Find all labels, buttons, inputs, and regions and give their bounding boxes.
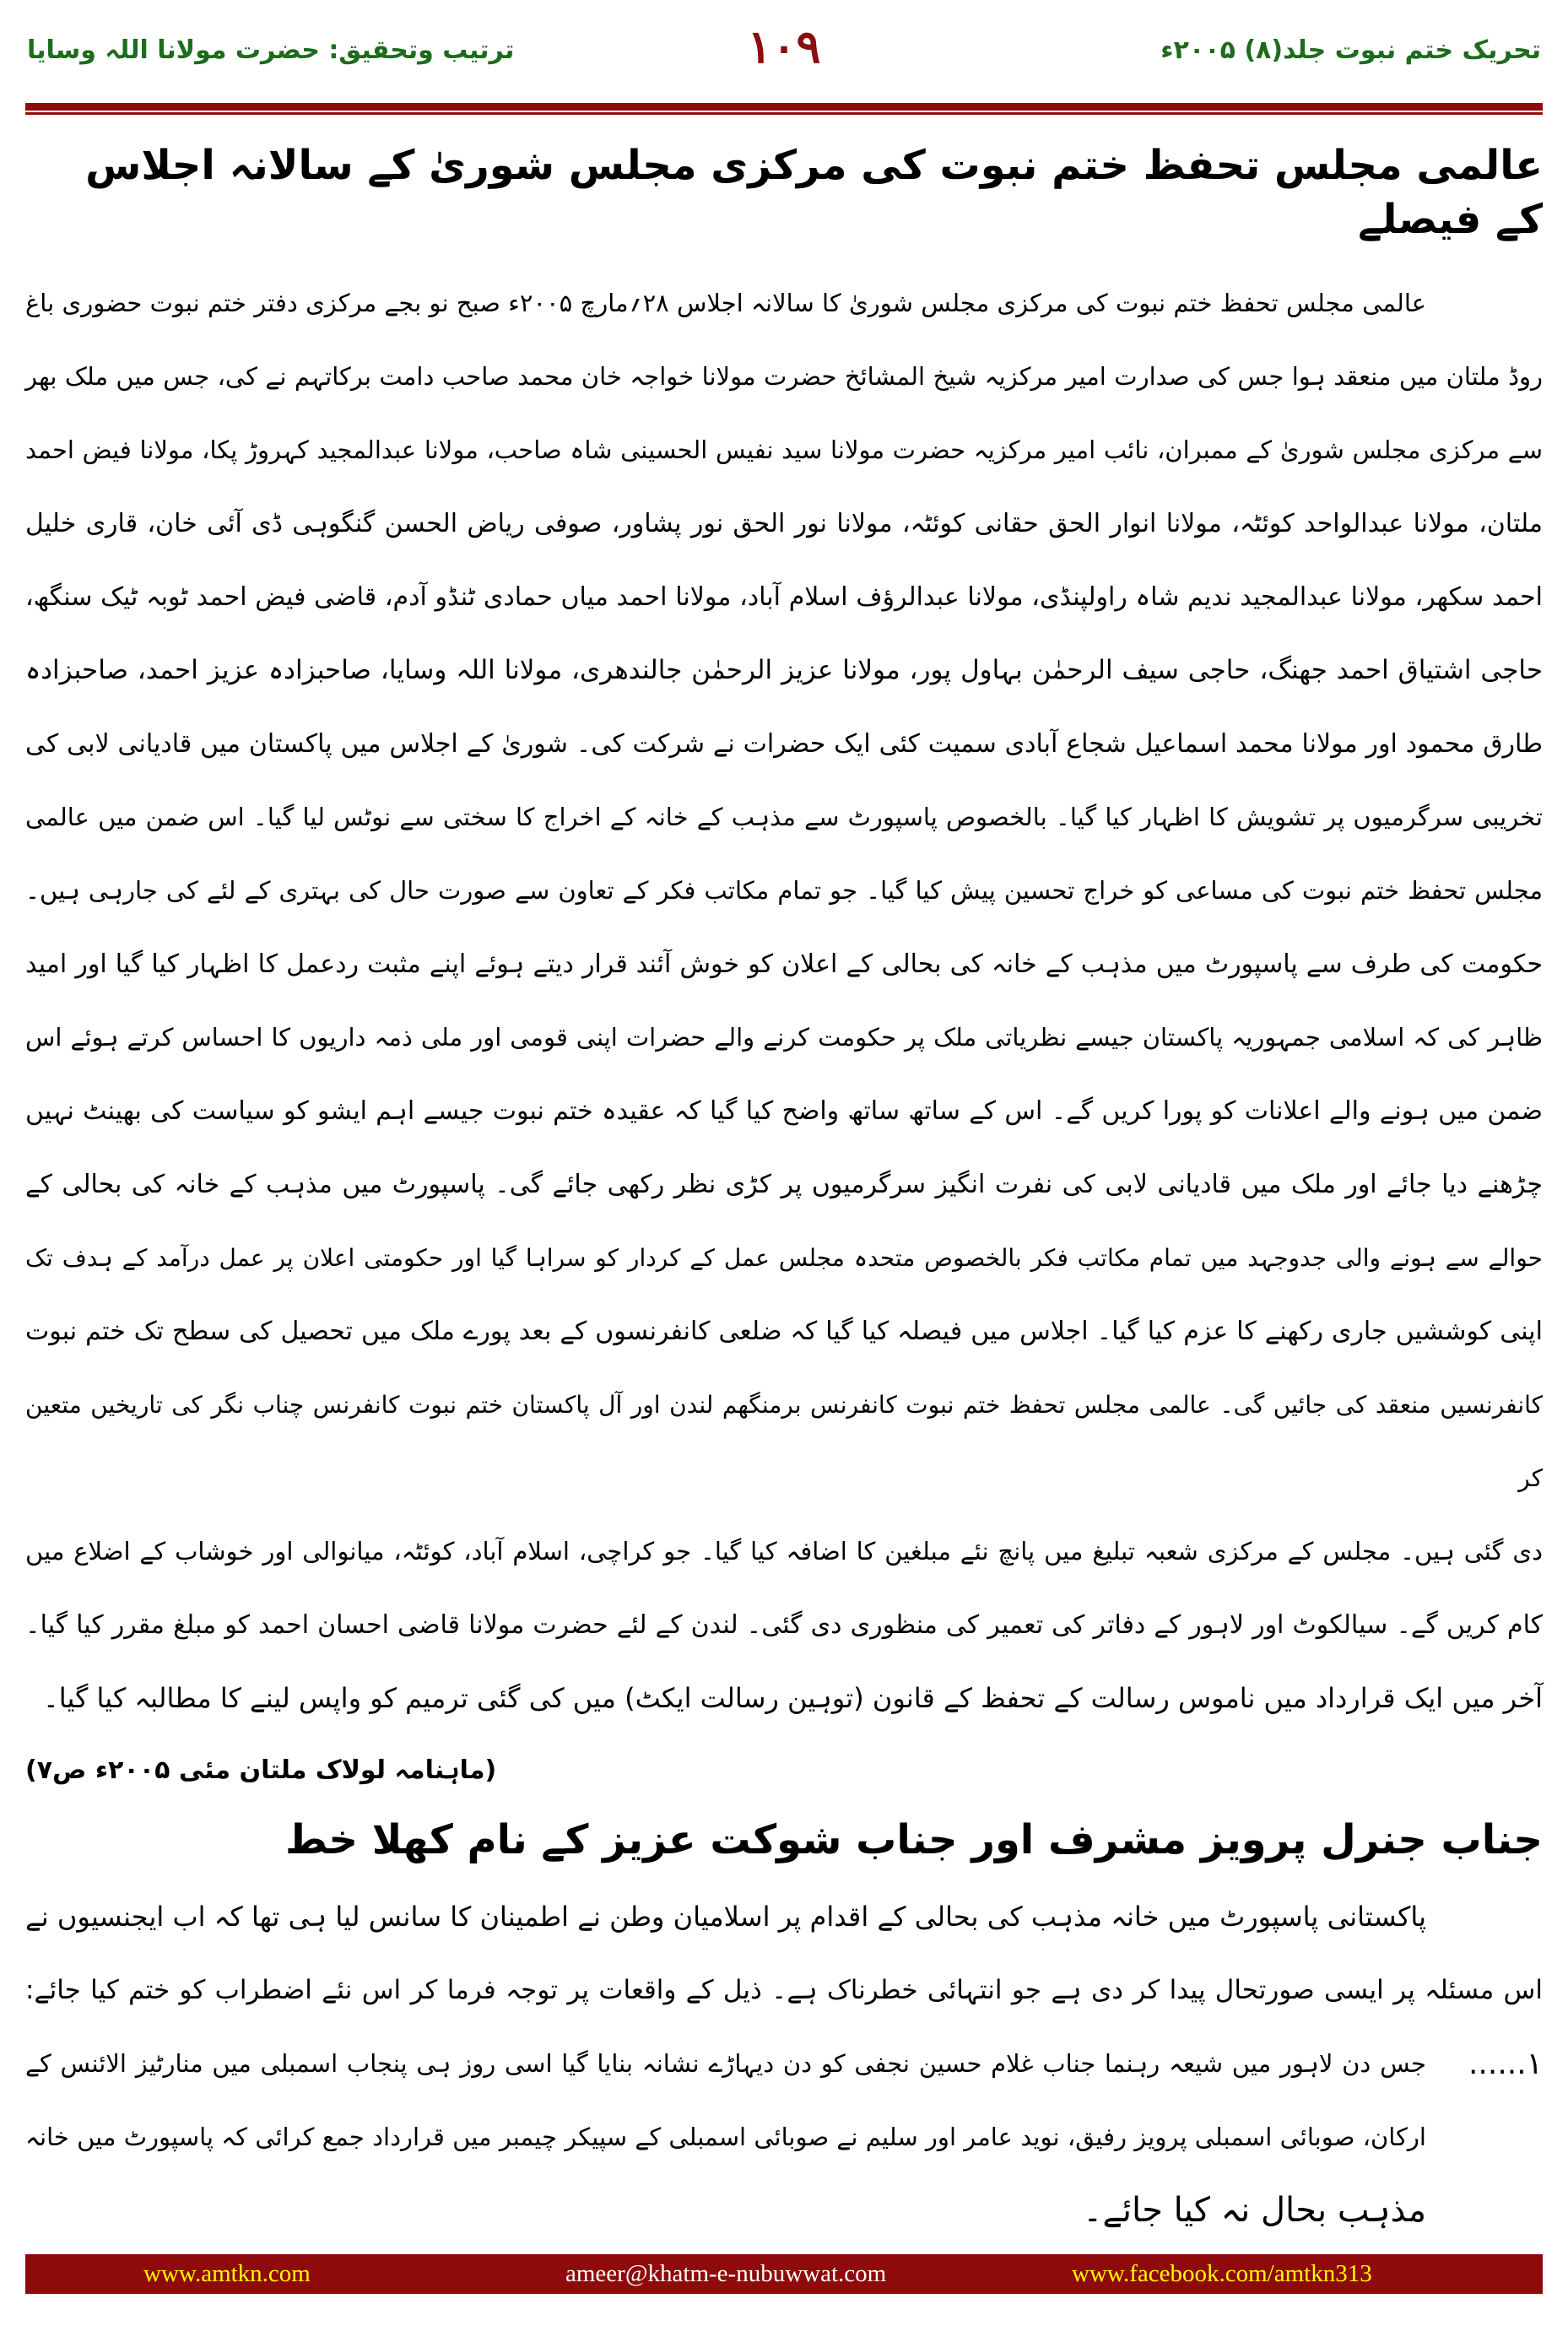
text-line: ضمن میں ہونے والے اعلانات کو پورا کریں گے۔ اس کے ساتھ ساتھ واضح کیا گیا کہ عقیدہ ختم نبوت جیسے اہم ایشو کو سیاست کی بھینٹ نہیں <box>25 1096 1543 1126</box>
text-line: احمد سکھر، مولانا عبدالمجید ندیم شاہ راولپنڈی، مولانا عبدالرؤف اسلام آباد، مولانا احمد میاں حمادی ٹنڈو آدم، قاضی فیض احمد ٹوبہ ٹیک سنگھ، <box>25 582 1543 612</box>
book-title-header: تحریک ختم نبوت جلد(۸) ۲۰۰۵ء <box>1160 35 1541 65</box>
page-header <box>0 0 1568 118</box>
text-line: حکومت کی طرف سے پاسپورٹ میں مذہب کے خانہ کی بحالی کے اعلان کو خوش آئند قرار دیتے ہوئے اپنے مثبت ردعمل کا اظہار کیا گیا اور امید <box>25 949 1543 979</box>
list-item-text <box>25 2027 1426 2247</box>
page-number: ۱۰۹ <box>747 19 821 73</box>
email-link[interactable]: ameer@khatm-e-nubuwwat.com <box>565 2260 887 2287</box>
article-2-body <box>25 1880 1543 2027</box>
compiler-header: ترتیب وتحقیق: حضرت مولانا اللہ وسایا <box>27 35 515 65</box>
text-line: چڑھنے دیا جائے اور ملک میں قادیانی لابی کی نفرت انگیز سرگرمیوں پر کڑی نظر رکھی جائے گی۔ پاسپورٹ میں مذہب کے خانہ کی بحالی کے <box>25 1170 1543 1199</box>
text-line: کام کریں گے۔ سیالکوٹ اور لاہور کے دفاتر کی تعمیر کی منظوری دی گئی۔ لندن کے لئے حضرت مولانا قاضی احسان احمد کو مبلغ مقرر کیا گیا۔ <box>25 1610 1543 1640</box>
text-line: مذہب بحال نہ کیا جائے۔ <box>1083 2191 1426 2230</box>
footer-bar <box>25 2254 1543 2294</box>
text-line: مجلس تحفظ ختم نبوت کی مساعی کو خراج تحسین پیش کیا گیا۔ جو تمام مکاتب فکر کے تعاون سے صورت حال کی بہتری کے لئے کی جارہی ہیں۔ <box>25 876 1543 905</box>
numbered-item <box>25 2027 1543 2247</box>
text-line: کانفرنسیں منعقد کی جائیں گی۔ عالمی مجلس تحفظ ختم نبوت کانفرنس برمنگھم لندن اور آل پاکستان ختم نبوت کانفرنس چناب نگر کی تاریخیں متعین کر <box>25 1391 1543 1492</box>
text-line: جس دن لاہور میں شیعہ رہنما جناب غلام حسین نجفی کو دن دیہاڑے نشانہ بنایا گیا اسی روز ہی پنجاب اسمبلی میں منارٹیز الائنس کے <box>25 2049 1426 2078</box>
text-line: دی گئی ہیں۔ مجلس کے مرکزی شعبہ تبلیغ میں پانچ نئے مبلغین کا اضافہ کیا گیا۔ جو کراچی، اسلام آباد، کوئٹہ، میانوالی اور خوشاب کے اضلاع میں <box>25 1537 1543 1566</box>
header-divider-thin <box>25 112 1543 115</box>
header-divider-thick <box>25 103 1543 111</box>
text-line: تخریبی سرگرمیوں پر تشویش کا اظہار کیا گیا۔ بالخصوص پاسپورٹ سے مذہب کے خانہ کے اخراج کا سختی سے نوٹس لیا گیا۔ اس ضمن میں عالمی <box>25 803 1543 831</box>
text-line: حاجی اشتیاق احمد جھنگ، حاجی سیف الرحمٰن بہاول پور، مولانا عزیز الرحمٰن جالندھری، مولانا اللہ وسایا، صاحبزادہ عزیز احمد، صاحبزادہ <box>25 655 1543 685</box>
website-link[interactable]: www.amtkn.com <box>143 2260 311 2287</box>
text-line: ملتان، مولانا عبدالواحد کوئٹہ، مولانا انوار الحق حقانی کوئٹہ، مولانا نور الحق نور پشاور، صوفی ریاض الحسن گنگوہی ڈی آئی خان، قاری خلیل <box>25 509 1543 538</box>
facebook-link[interactable]: www.facebook.com/amtkn313 <box>1072 2260 1372 2287</box>
text-line: اس مسئلہ پر ایسی صورتحال پیدا کر دی ہے جو انتہائی خطرناک ہے۔ ذیل کے واقعات پر توجہ فرما کر اس نئے اضطراب کو ختم کیا جائے: <box>25 1975 1543 2005</box>
text-line: طارق محمود اور مولانا محمد اسماعیل شجاع آبادی سمیت کئی ایک حضرات نے شرکت کی۔ شوریٰ کے اجلاس میں پاکستان میں قادیانی لابی کی <box>25 729 1543 759</box>
text-line: سے مرکزی مجلس شوریٰ کے ممبران، نائب امیر مرکزیہ حضرت مولانا سید نفیس الحسینی شاہ صاحب، مولانا عبدالمجید کہروڑ پکا، مولانا فیض احمد <box>25 435 1543 464</box>
text-line: پاکستانی پاسپورٹ میں خانہ مذہب کی بحالی کے اقدام پر اسلامیان وطن نے اطمینان کا سانس لیا ہی تھا کہ اب ایجنسیوں نے <box>25 1901 1426 1933</box>
text-line: آخر میں ایک قرارداد میں ناموس رسالت کے تحفظ کے قانون (توہین رسالت ایکٹ) میں کی گئی ترمیم کو واپس لینے کا مطالبہ کیا گیا۔ <box>42 1682 1543 1714</box>
text-line: عالمی مجلس تحفظ ختم نبوت کی مرکزی مجلس شوریٰ کا سالانہ اجلاس ۲۸؍مارچ ۲۰۰۵ء صبح نو بجے مرکزی دفتر ختم نبوت حضوری باغ <box>25 289 1427 317</box>
text-line: روڈ ملتان میں منعقد ہوا جس کی صدارت امیر مرکزیہ شیخ المشائخ حضرت مولانا خواجہ خان محمد صاحب دامت برکاتہم نے کی، جس میں ملک بھر <box>25 362 1543 391</box>
text-line: اپنی کوششیں جاری رکھنے کا عزم کیا گیا۔ اجلاس میں فیصلہ کیا گیا کہ ضلعی کانفرنسوں کے بعد پورے ملک میں تحصیل کی سطح تک ختم نبوت <box>25 1317 1543 1346</box>
source-citation: (ماہنامہ لولاک ملتان مئی ۲۰۰۵ء ص۷) <box>25 1755 497 1785</box>
article-1-title: عالمی مجلس تحفظ ختم نبوت کی مرکزی مجلس شوریٰ کے سالانہ اجلاس کے فیصلے <box>85 142 1543 243</box>
text-line: ارکان، صوبائی اسمبلی پرویز رفیق، نوید عامر اور سلیم نے صوبائی اسمبلی کے سپیکر چیمبر میں قرارداد جمع کرائی کہ پاسپورٹ میں خانہ <box>25 2123 1426 2151</box>
text-line: ظاہر کی کہ اسلامی جمہوریہ پاکستان جیسے نظریاتی ملک پر حکومت کرنے والے حضرات اپنی قومی اور ملی ذمہ داریوں کا احساس کرتے ہوئے اس <box>25 1023 1543 1052</box>
list-item-number: ۱...... <box>1468 2047 1543 2081</box>
text-line: حوالے سے ہونے والی جدوجہد میں تمام مکاتب فکر بالخصوص متحدہ مجلس عمل کے کردار کو سراہا گیا اور حکومتی اعلان پر عمل درآمد کے ہدف تک <box>25 1244 1543 1272</box>
article-2-title: جناب جنرل پرویز مشرف اور جناب شوکت عزیز کے نام کھلا خط <box>285 1816 1543 1863</box>
page-content <box>0 118 1568 2247</box>
article-1-body <box>25 267 1543 1735</box>
